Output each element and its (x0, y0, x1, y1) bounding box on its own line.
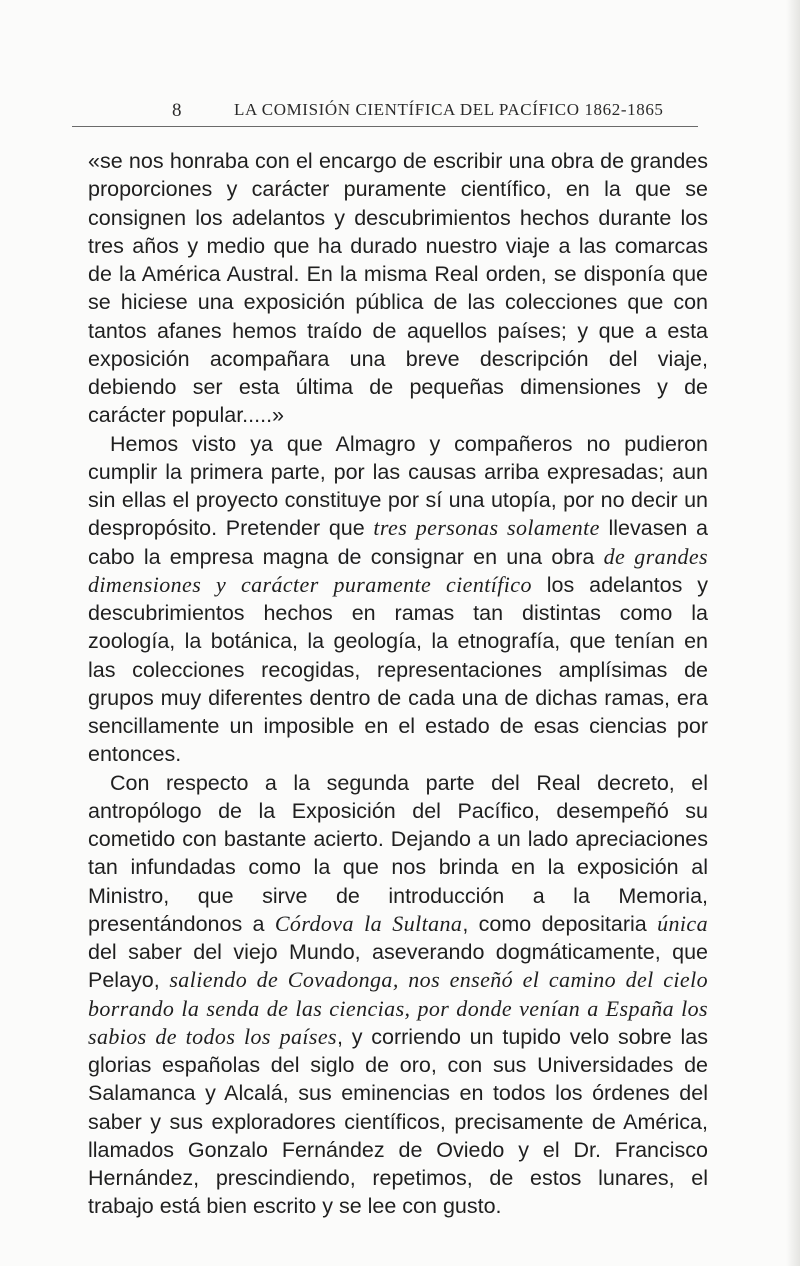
paragraph (88, 147, 708, 430)
paragraph (88, 769, 708, 1221)
text-segment: , y corriendo un tupido velo sobre las glorias españolas del siglo de oro, con sus Universidades de Salamanca y Alcalá, sus eminencias en todos los órdenes del saber y sus exploradores científicos, precisamente de América, llamados Gonzalo Fernández de Oviedo y el Dr. Francisco Hernández, prescindiendo, repetimos, de estos lunares, el trabajo está bien escrito y se lee con gusto. (88, 1024, 709, 1219)
header-title: LA COMISIÓN CIENTÍFICA DEL PACÍFICO 1862-1865 (234, 100, 664, 119)
running-header (96, 92, 716, 122)
italic-segment: tres personas solamente (373, 515, 600, 541)
text-segment: llevasen a cabo la empresa magna de consignar en una obra (88, 516, 709, 569)
text-segment: Con respecto a la segunda parte del Real decreto, el antropólogo de la Exposición del Pacífico, desempeñó su cometido con bastante acierto. Dejando a un lado apreciaciones tan infundadas como la que nos brinda en la exposición al Ministro, que sirve de introducción a la Memoria, presentándonos a (88, 770, 708, 936)
text-segment: «se nos honraba con el encargo de escribir una obra de grandes proporciones y carácter puramente científico, en la que se consignen los adelantos y descubrimientos hechos durante los tres años y medio que ha durado nuestro viaje a las comarcas de la América Austral. En la misma Real orden, se disponía que se hiciese una exposición pública de las colecciones que con tantos afanes hemos traído de aquellos países; y que a esta exposición acompañara una breve descripción del viaje, debiendo ser esta última de pequeñas dimensiones y de carácter popular.....» (88, 149, 708, 428)
header-rule (72, 126, 698, 127)
italic-segment: saliendo de Covadonga, nos enseñó el camino del cielo borrando la senda de las ciencias, por donde venían a España los sabios de todos los países (88, 967, 708, 1049)
body-text (88, 147, 708, 1221)
italic-segment: única (657, 910, 708, 936)
italic-segment: Córdova la Sultana (274, 910, 463, 936)
text-segment: Hemos visto ya que Almagro y compañeros no pudieron cumplir la primera parte, por las causas arriba expresadas; aun sin ellas el proyecto constituye por sí una utopía, por no decir un despropósito. Pretender que (88, 431, 708, 541)
page-edge-shadow (786, 0, 800, 1266)
text-segment: , como depositaria (462, 911, 658, 936)
text-segment: los adelantos y descubrimientos hechos en ramas tan distintas como la zoología, la botánica, la geología, la etnografía, que tenían en las colecciones recogidas, representaciones amplísimas de grupos muy diferentes dentro de cada una de dichas ramas, era sencillamente un imposible en el estado de esas ciencias por entonces. (88, 572, 708, 767)
italic-segment: de grandes dimensiones y carácter puramente científico (88, 543, 708, 597)
text-segment: del saber del viejo Mundo, aseverando dogmáticamente, que Pelayo, (88, 940, 708, 993)
paragraph (88, 430, 708, 769)
page-number: 8 (172, 100, 182, 121)
